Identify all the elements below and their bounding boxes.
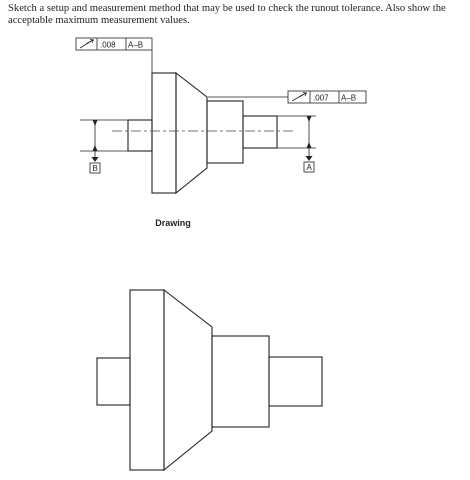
- datum-b-label: B: [92, 164, 98, 173]
- drawing-caption: Drawing: [155, 218, 191, 228]
- tapered-section: [176, 73, 207, 193]
- datum-a: [277, 116, 316, 172]
- top-drawing: [76, 38, 366, 228]
- circular-runout-icon: [292, 93, 307, 102]
- shaft-part-drawing: [128, 73, 277, 193]
- fcf-left-tolerance: .008: [100, 40, 116, 50]
- fcf-right-tolerance: .007: [313, 93, 329, 103]
- datum-b-triangle: [92, 157, 99, 162]
- right-stub: [243, 116, 277, 148]
- sketch-area-part: [97, 290, 322, 470]
- datum-a-triangle: [306, 156, 313, 161]
- left-stub: [128, 120, 152, 151]
- fcf-right-datum: A–B: [341, 93, 357, 103]
- datum-a-label: A: [306, 163, 312, 172]
- sketch-tapered-section: [164, 290, 212, 470]
- datum-b: [80, 120, 128, 173]
- fcf-left-datum: A–B: [128, 40, 144, 50]
- problem-statement: Sketch a setup and measurement method that may be used to check the runout tolerance. Also show the acceptable maximum measurement values.: [8, 3, 446, 26]
- circular-runout-icon: [80, 40, 94, 49]
- fcf-left: [76, 38, 152, 50]
- fcf-right: [288, 91, 366, 103]
- sketch-right-stub: [269, 357, 322, 406]
- sketch-left-stub: [97, 358, 130, 405]
- sketch-large-flange: [130, 290, 164, 470]
- middle-step: [207, 101, 243, 163]
- sketch-middle-step: [212, 336, 269, 427]
- large-flange: [152, 73, 176, 193]
